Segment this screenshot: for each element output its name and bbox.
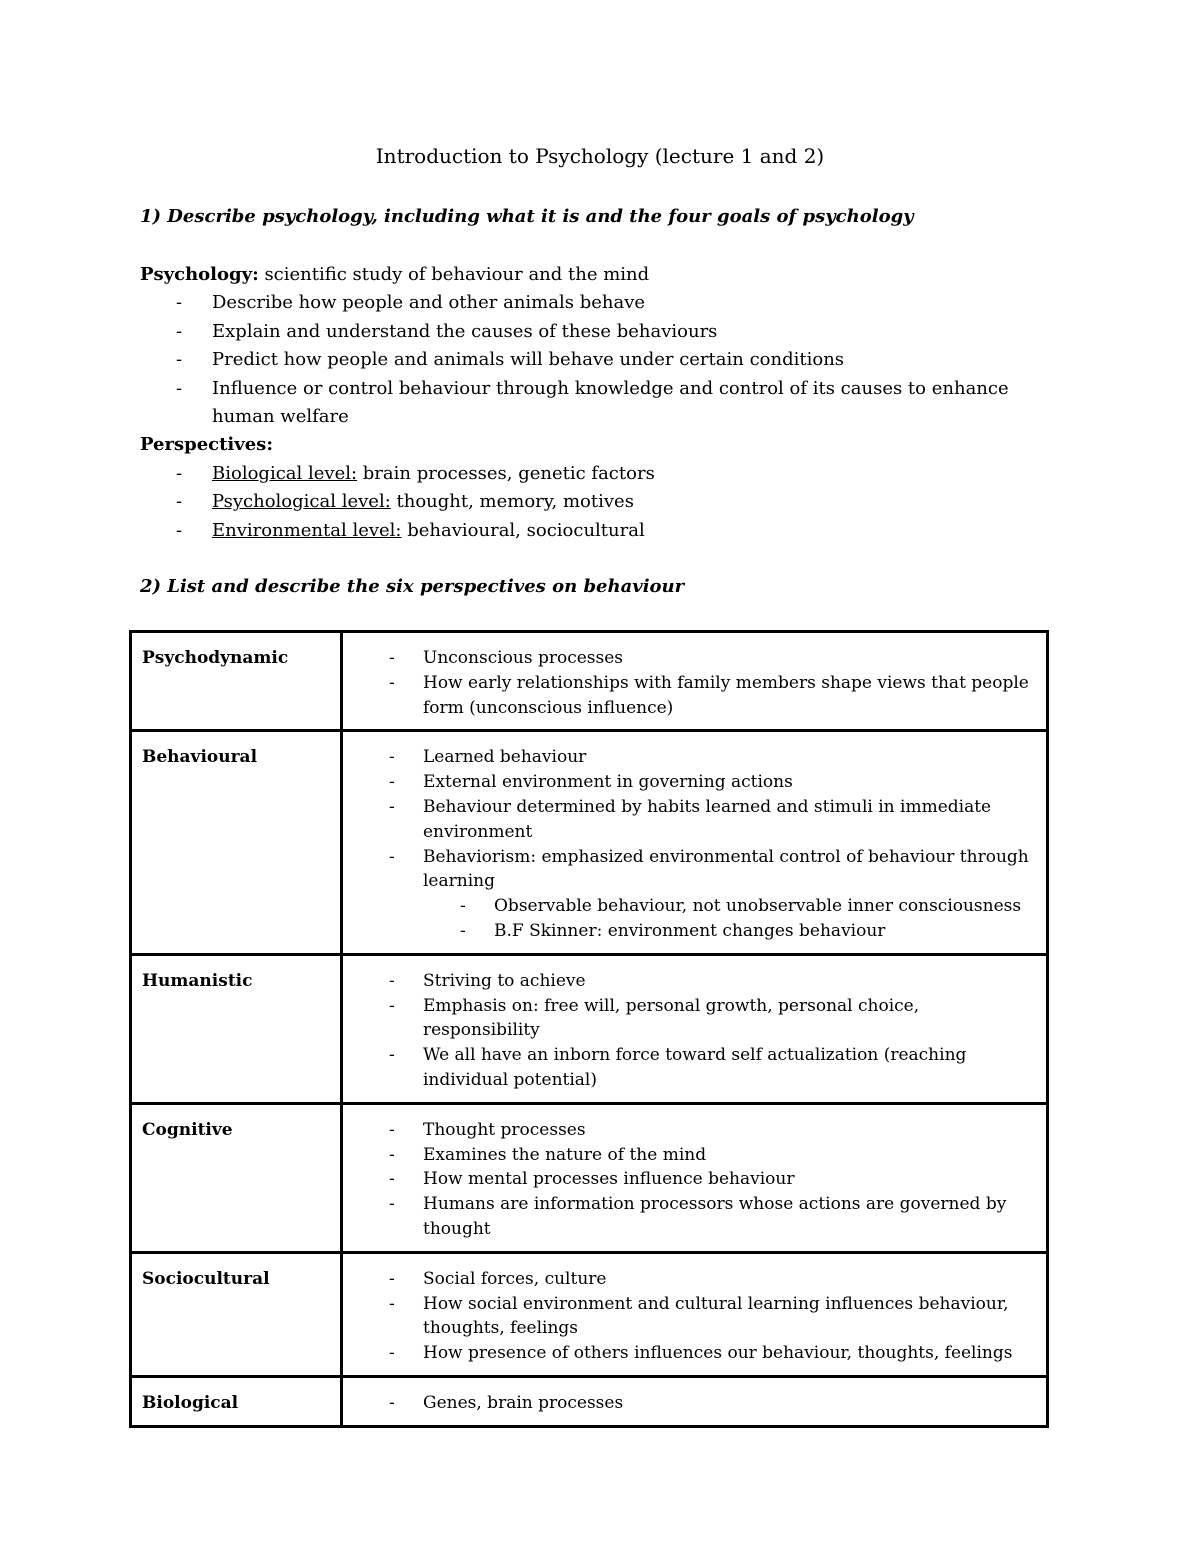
table-row xyxy=(131,954,1048,1103)
list-item xyxy=(353,671,1036,721)
list-item xyxy=(140,289,1040,317)
perspectives-line xyxy=(140,431,1040,459)
point-text: Humans are information processors whose actions are governed by thought xyxy=(423,1194,1007,1239)
dash-bullet: - xyxy=(389,1392,395,1413)
perspective-name: Humanistic xyxy=(131,954,342,1103)
point-text: How mental processes influence behaviour xyxy=(423,1169,795,1190)
point-text: How early relationships with family members shape views that people form (unconscious influence) xyxy=(423,672,1029,718)
question-1-heading: 1) Describe psychology, including what it is and the four goals of psychology xyxy=(140,206,914,227)
level-label: Biological level: xyxy=(212,462,358,484)
list-item xyxy=(353,845,1036,895)
perspective-description xyxy=(342,954,1048,1103)
list-item xyxy=(353,1391,1036,1416)
psychology-definition-section xyxy=(140,261,1040,545)
dash-bullet: - xyxy=(389,995,395,1016)
dash-bullet: - xyxy=(176,491,183,513)
dash-bullet: - xyxy=(176,349,183,371)
list-item xyxy=(140,375,1040,432)
levels-list xyxy=(140,460,1040,545)
definition-line xyxy=(140,261,1040,289)
perspective-name: Cognitive xyxy=(131,1103,342,1252)
perspective-description xyxy=(342,731,1048,954)
point-text: Genes, brain processes xyxy=(423,1392,624,1413)
dash-bullet: - xyxy=(389,672,395,693)
list-item xyxy=(353,745,1036,770)
list-item xyxy=(140,460,1040,488)
goal-text: Describe how people and other animals behave xyxy=(212,292,646,314)
list-item xyxy=(353,894,1036,919)
point-text: Social forces, culture xyxy=(423,1268,607,1289)
list-item xyxy=(353,1118,1036,1143)
list-item xyxy=(353,1167,1036,1192)
perspective-name: Behavioural xyxy=(131,731,342,954)
dash-bullet: - xyxy=(389,1169,395,1190)
dash-bullet: - xyxy=(460,896,466,917)
subpoint-text: B.F Skinner: environment changes behaviour xyxy=(494,920,886,941)
question-2-heading: 2) List and describe the six perspectives on behaviour xyxy=(140,576,685,597)
point-text: How presence of others influences our behaviour, thoughts, feelings xyxy=(423,1343,1013,1364)
perspective-description xyxy=(342,1103,1048,1252)
point-text: Striving to achieve xyxy=(423,970,586,991)
list-item xyxy=(353,1192,1036,1242)
level-text: brain processes, genetic factors xyxy=(357,462,655,484)
dash-bullet: - xyxy=(389,1194,395,1215)
point-text: Behaviour determined by habits learned and stimuli in immediate environment xyxy=(423,796,992,842)
perspective-name: Biological xyxy=(131,1376,342,1426)
dash-bullet: - xyxy=(389,796,395,817)
perspective-name: Psychodynamic xyxy=(131,632,342,731)
list-item xyxy=(353,770,1036,795)
dash-bullet: - xyxy=(389,1343,395,1364)
point-text: Behaviorism: emphasized environmental control of behaviour through learning xyxy=(423,846,1029,892)
list-item xyxy=(353,969,1036,994)
point-list xyxy=(353,745,1036,894)
dash-bullet: - xyxy=(176,519,183,541)
level-label: Environmental level: xyxy=(212,519,402,541)
list-item xyxy=(353,1292,1036,1342)
list-item xyxy=(353,1043,1036,1093)
dash-bullet: - xyxy=(389,747,395,768)
table-row xyxy=(131,1252,1048,1376)
dash-bullet: - xyxy=(389,846,395,867)
point-text: Unconscious processes xyxy=(423,648,624,668)
point-text: Emphasis on: free will, personal growth, personal choice, responsibility xyxy=(423,995,920,1041)
dash-bullet: - xyxy=(389,970,395,991)
goal-text: Explain and understand the causes of these behaviours xyxy=(212,320,718,342)
goals-list xyxy=(140,289,1040,431)
point-list xyxy=(353,969,1036,1093)
goal-text: Influence or control behaviour through knowledge and control of its causes to enhance human welfare xyxy=(212,377,1009,428)
list-item xyxy=(140,346,1040,374)
list-item xyxy=(353,1341,1036,1366)
level-label: Psychological level: xyxy=(212,491,391,513)
list-item xyxy=(140,318,1040,346)
point-list xyxy=(353,1118,1036,1242)
dash-bullet: - xyxy=(389,772,395,793)
point-text: How social environment and cultural learning influences behaviour, thoughts, feelings xyxy=(423,1293,1009,1339)
definition-label: Psychology: xyxy=(140,264,259,285)
definition-text: scientific study of behaviour and the mind xyxy=(258,264,650,285)
goal-text: Predict how people and animals will behave under certain conditions xyxy=(212,349,845,371)
point-list xyxy=(353,1391,1036,1416)
list-item xyxy=(353,994,1036,1044)
dash-bullet: - xyxy=(389,1144,395,1165)
list-item xyxy=(353,1143,1036,1168)
table-row xyxy=(131,632,1048,731)
point-text: Thought processes xyxy=(423,1119,586,1140)
point-list xyxy=(353,646,1036,720)
level-text: behavioural, sociocultural xyxy=(401,519,645,541)
perspective-description xyxy=(342,1376,1048,1426)
perspectives-table xyxy=(129,630,1049,1428)
dash-bullet: - xyxy=(176,320,183,342)
point-list xyxy=(353,1267,1036,1366)
dash-bullet: - xyxy=(176,377,183,399)
dash-bullet: - xyxy=(176,462,183,484)
list-item xyxy=(353,919,1036,944)
level-text: thought, memory, motives xyxy=(390,491,634,513)
table-row xyxy=(131,1376,1048,1426)
subpoint-text: Observable behaviour, not unobservable inner consciousness xyxy=(494,896,1022,917)
table-row xyxy=(131,731,1048,954)
point-text: Examines the nature of the mind xyxy=(423,1144,707,1165)
perspective-name: Sociocultural xyxy=(131,1252,342,1376)
point-text: Learned behaviour xyxy=(423,747,587,768)
perspective-description xyxy=(342,1252,1048,1376)
dash-bullet: - xyxy=(389,1045,395,1066)
list-item xyxy=(140,517,1040,545)
dash-bullet: - xyxy=(389,1293,395,1314)
point-text: External environment in governing actions xyxy=(423,772,793,793)
list-item xyxy=(140,488,1040,516)
table-row xyxy=(131,1103,1048,1252)
subpoint-list xyxy=(353,894,1036,944)
list-item xyxy=(353,1267,1036,1292)
list-item xyxy=(353,795,1036,845)
list-item xyxy=(353,646,1036,671)
dash-bullet: - xyxy=(389,1268,395,1289)
dash-bullet: - xyxy=(389,648,395,668)
dash-bullet: - xyxy=(176,292,183,314)
point-text: We all have an inborn force toward self actualization (reaching individual potential) xyxy=(423,1045,967,1090)
document-title: Introduction to Psychology (lecture 1 and 2) xyxy=(375,144,825,168)
dash-bullet: - xyxy=(389,1119,395,1140)
dash-bullet: - xyxy=(460,920,466,941)
perspective-description xyxy=(342,632,1048,731)
perspectives-label: Perspectives: xyxy=(140,434,273,456)
